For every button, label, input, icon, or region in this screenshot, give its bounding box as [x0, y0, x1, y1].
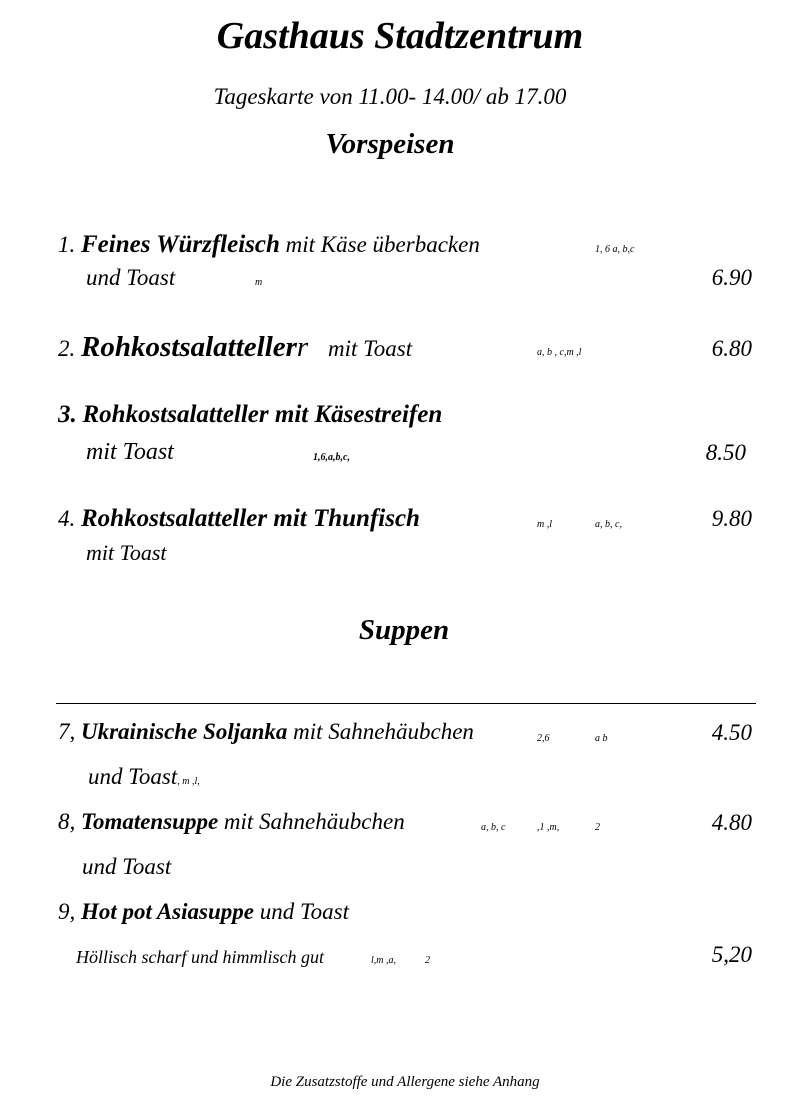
allergen-codes: a b: [595, 733, 608, 744]
item-number: 8,: [58, 809, 76, 834]
item-price: 9.80: [711, 506, 752, 531]
item-number: 3.: [58, 401, 77, 428]
page-title: Gasthaus Stadtzentrum: [216, 15, 584, 57]
allergen-codes: a, b, c: [481, 822, 506, 833]
item-number: 4.: [58, 506, 76, 531]
item-description: mit Käse überbacken: [279, 232, 480, 257]
menu-item-2: [58, 331, 412, 364]
allergen-codes: m: [255, 277, 263, 288]
menu-item-4-line2: mit Toast: [86, 540, 167, 565]
item-number: 9,: [58, 899, 76, 924]
section-heading-vorspeisen: Vorspeisen: [325, 128, 455, 160]
allergen-codes: 2,6: [537, 733, 550, 744]
menu-item-7-line2: [88, 764, 200, 790]
menu-item-8-line1: [58, 809, 405, 835]
item-name: Hot pot Asiasuppe: [81, 899, 254, 924]
section-heading-suppen: Suppen: [358, 614, 450, 646]
item-name: Ukrainische Soljanka: [81, 719, 288, 744]
allergen-footnote: Die Zusatzstoffe und Allergene siehe Anhang: [270, 1074, 540, 1090]
item-description: mit Toast: [327, 336, 413, 361]
item-name: Rohkostsalatteller: [81, 331, 297, 363]
allergen-codes: ,1 ,m,: [537, 822, 560, 833]
allergen-codes: 2: [425, 955, 430, 966]
item-name: Tomatensuppe: [81, 809, 219, 834]
item-name: Rohkostsalatteller mit Käsestreifen: [82, 401, 443, 428]
allergen-codes: 1, 6 a, b,c: [595, 244, 635, 255]
opening-hours: Tageskarte von 11.00- 14.00/ ab 17.00: [213, 84, 567, 109]
allergen-codes: 2: [595, 822, 600, 833]
item-price: 6.80: [711, 336, 752, 361]
allergen-codes: a, b , c,m ,l: [537, 347, 582, 358]
menu-item-8-line2: und Toast: [82, 854, 172, 879]
item-price: 5,20: [711, 942, 752, 967]
item-number: 1.: [58, 232, 76, 257]
item-price: 4.80: [711, 810, 752, 835]
item-name: Rohkostsalatteller mit Thunfisch: [81, 505, 420, 532]
item-price: 6.90: [711, 265, 752, 290]
item-description: mit Sahnehäubchen: [218, 809, 405, 834]
item-name: Feines Würzfleisch: [81, 231, 280, 258]
item-number: 2.: [58, 336, 76, 361]
menu-item-3-line2: mit Toast: [86, 439, 174, 465]
item-line2-text: und Toast: [88, 764, 178, 789]
allergen-codes: , m ,l,: [177, 776, 200, 787]
menu-item-1-line2: und Toast: [86, 265, 176, 290]
divider-line: [56, 703, 756, 704]
menu-item-9-line2: Höllisch scharf und himmlisch gut: [76, 947, 324, 967]
item-description: und Toast: [253, 899, 349, 924]
item-price: 8.50: [705, 440, 746, 465]
item-name-tail: r: [296, 331, 309, 363]
allergen-codes: m ,l: [537, 519, 552, 530]
menu-item-9-line1: [58, 899, 349, 925]
allergen-codes: 1,6,a,b,c,: [313, 452, 350, 463]
menu-item-1-line1: [58, 231, 480, 259]
item-number: 7,: [58, 719, 76, 744]
allergen-codes: l,m ,a,: [371, 955, 396, 966]
item-price: 4.50: [711, 720, 752, 745]
menu-item-4-line1: [58, 505, 420, 533]
menu-item-3-line1: [58, 401, 442, 429]
allergen-codes: a, b, c,: [595, 519, 622, 530]
menu-item-7-line1: [58, 719, 474, 745]
item-description: mit Sahnehäubchen: [287, 719, 474, 744]
